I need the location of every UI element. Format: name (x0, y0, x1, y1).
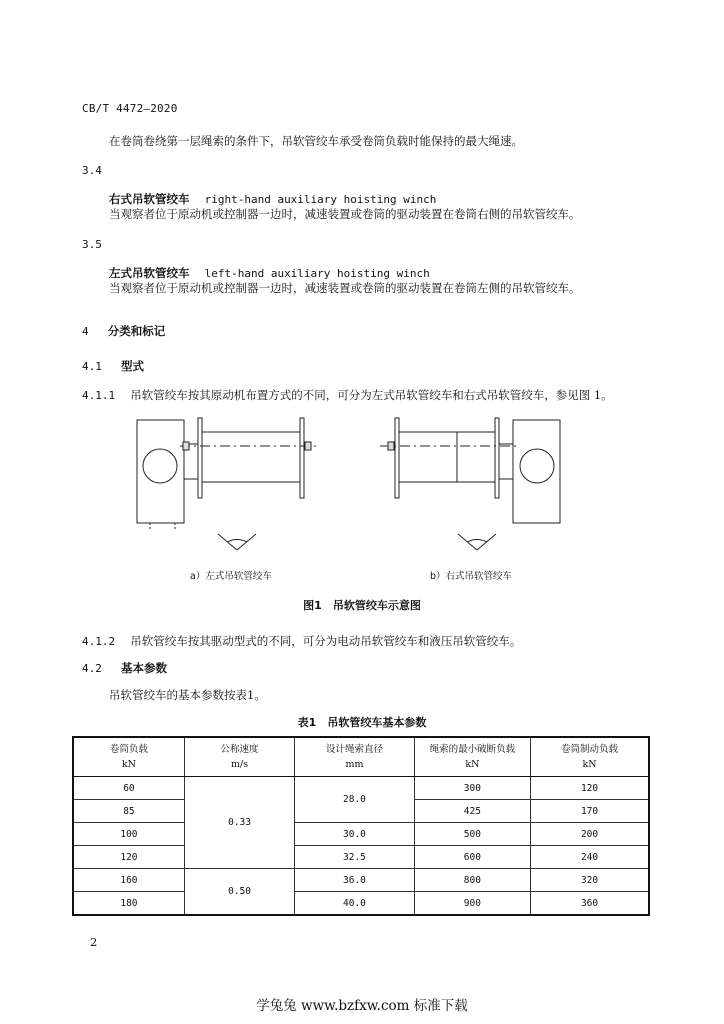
term-3-5 (109, 262, 430, 281)
cell-diameter: 40.0 (295, 892, 414, 916)
cell-diameter: 30.0 (295, 823, 414, 846)
cell-load: 180 (73, 892, 184, 916)
page-number: 2 (90, 935, 98, 949)
term-3-4 (109, 188, 436, 207)
section-3-5-number: 3.5 (82, 238, 102, 251)
section-4-1-2 (82, 630, 521, 649)
cell-load: 60 (73, 777, 184, 800)
section-4-1-2-number: 4.1.2 (82, 635, 116, 648)
definition-3-5: 当观察者位于原动机或控制器一边时，减速装置或卷筒的驱动装置在卷筒左侧的吊软管绞车。 (109, 281, 581, 295)
intro-text: 在卷筒卷绕第一层绳索的条件下，吊软管绞车承受卷筒负载时能保持的最大绳速。 (109, 134, 523, 148)
section-3-4-number: 3.4 (82, 164, 102, 177)
cell-load: 120 (73, 846, 184, 869)
section-4-1-1-text: 吊软管绞车按其原动机布置方式的不同，可分为左式吊软管绞车和右式吊软管绞车，参见图 1。 (130, 388, 613, 402)
cell-load: 160 (73, 869, 184, 892)
header-cell-breaking: 绳索的最小破断负载 kN (414, 737, 530, 777)
cell-breaking: 500 (414, 823, 530, 846)
cell-load: 85 (73, 800, 184, 823)
term-3-4-cn: 右式吊软管绞车 (109, 192, 190, 206)
table-row (73, 846, 649, 869)
table-row (73, 777, 649, 800)
section-4-heading (82, 320, 165, 339)
section-4-2-title: 基本参数 (120, 661, 167, 675)
term-3-4-en: right-hand auxiliary hoisting winch (204, 193, 437, 206)
table-row (73, 869, 649, 892)
section-4-2-text: 吊软管绞车的基本参数按表1。 (109, 688, 266, 702)
cell-speed: 0.33 (184, 777, 294, 869)
section-4-2-number: 4.2 (82, 662, 102, 675)
cell-brake: 200 (531, 823, 649, 846)
cell-brake: 360 (531, 892, 649, 916)
parameters-table (72, 736, 650, 916)
right-flange-inner (395, 418, 399, 498)
header-cell-speed: 公称速度 m/s (184, 737, 294, 777)
left-hand-winch-diagram (137, 418, 316, 530)
table-header-row (73, 737, 649, 777)
left-flange-outer (300, 418, 304, 498)
section-4-2-heading (82, 657, 167, 676)
cell-brake: 170 (531, 800, 649, 823)
section-4-title: 分类和标记 (107, 324, 166, 338)
section-4-1-number: 4.1 (82, 360, 102, 373)
term-3-5-en: left-hand auxiliary hoisting winch (204, 267, 430, 280)
figure-caption-b: b）右式吊软管绞车 (430, 571, 513, 582)
standard-number: CB/T 4472—2020 (82, 102, 178, 115)
cell-breaking: 600 (414, 846, 530, 869)
section-4-1-1 (82, 384, 613, 403)
table-title: 表1 吊软管绞车基本参数 (297, 716, 427, 729)
section-4-1-1-number: 4.1.1 (82, 389, 116, 402)
definition-3-4: 当观察者位于原动机或控制器一边时，减速装置或卷筒的驱动装置在卷筒右侧的吊软管绞车。 (109, 207, 581, 221)
cell-breaking: 900 (414, 892, 530, 916)
cell-load: 100 (73, 823, 184, 846)
cell-breaking: 425 (414, 800, 530, 823)
header-cell-load: 卷筒负载 kN (73, 737, 184, 777)
footer-watermark: 学兔兔 www.bzfxw.com 标准下载 (256, 998, 468, 1014)
right-observer-icon (458, 534, 496, 550)
cell-diameter: 36.0 (295, 869, 414, 892)
section-4-number: 4 (82, 325, 89, 338)
figure-caption-a: a）左式吊软管绞车 (190, 571, 272, 582)
right-flange-outer (495, 418, 499, 498)
cell-brake: 120 (531, 777, 649, 800)
cell-diameter: 32.5 (295, 846, 414, 869)
table-row (73, 892, 649, 916)
left-motor-circle (143, 449, 177, 483)
header-cell-brake: 卷筒制动负载 kN (531, 737, 649, 777)
cell-brake: 320 (531, 869, 649, 892)
section-4-1-heading (82, 355, 144, 374)
cell-brake: 240 (531, 846, 649, 869)
header-cell-diameter: 设计绳索直径 mm (295, 737, 414, 777)
left-observer-icon (218, 534, 256, 550)
figure-1-drawing (120, 408, 580, 560)
right-hand-winch-diagram (380, 418, 560, 523)
section-4-1-title: 型式 (120, 359, 144, 373)
cell-diameter: 28.0 (295, 777, 414, 823)
table-row (73, 823, 649, 846)
cell-breaking: 800 (414, 869, 530, 892)
cell-speed: 0.50 (184, 869, 294, 916)
figure-title: 图1 吊软管绞车示意图 (303, 599, 421, 612)
section-4-1-2-text: 吊软管绞车按其驱动型式的不同，可分为电动吊软管绞车和液压吊软管绞车。 (130, 634, 522, 648)
term-3-5-cn: 左式吊软管绞车 (109, 266, 190, 280)
left-flange-inner (198, 418, 202, 498)
right-motor-circle (520, 449, 554, 483)
cell-breaking: 300 (414, 777, 530, 800)
